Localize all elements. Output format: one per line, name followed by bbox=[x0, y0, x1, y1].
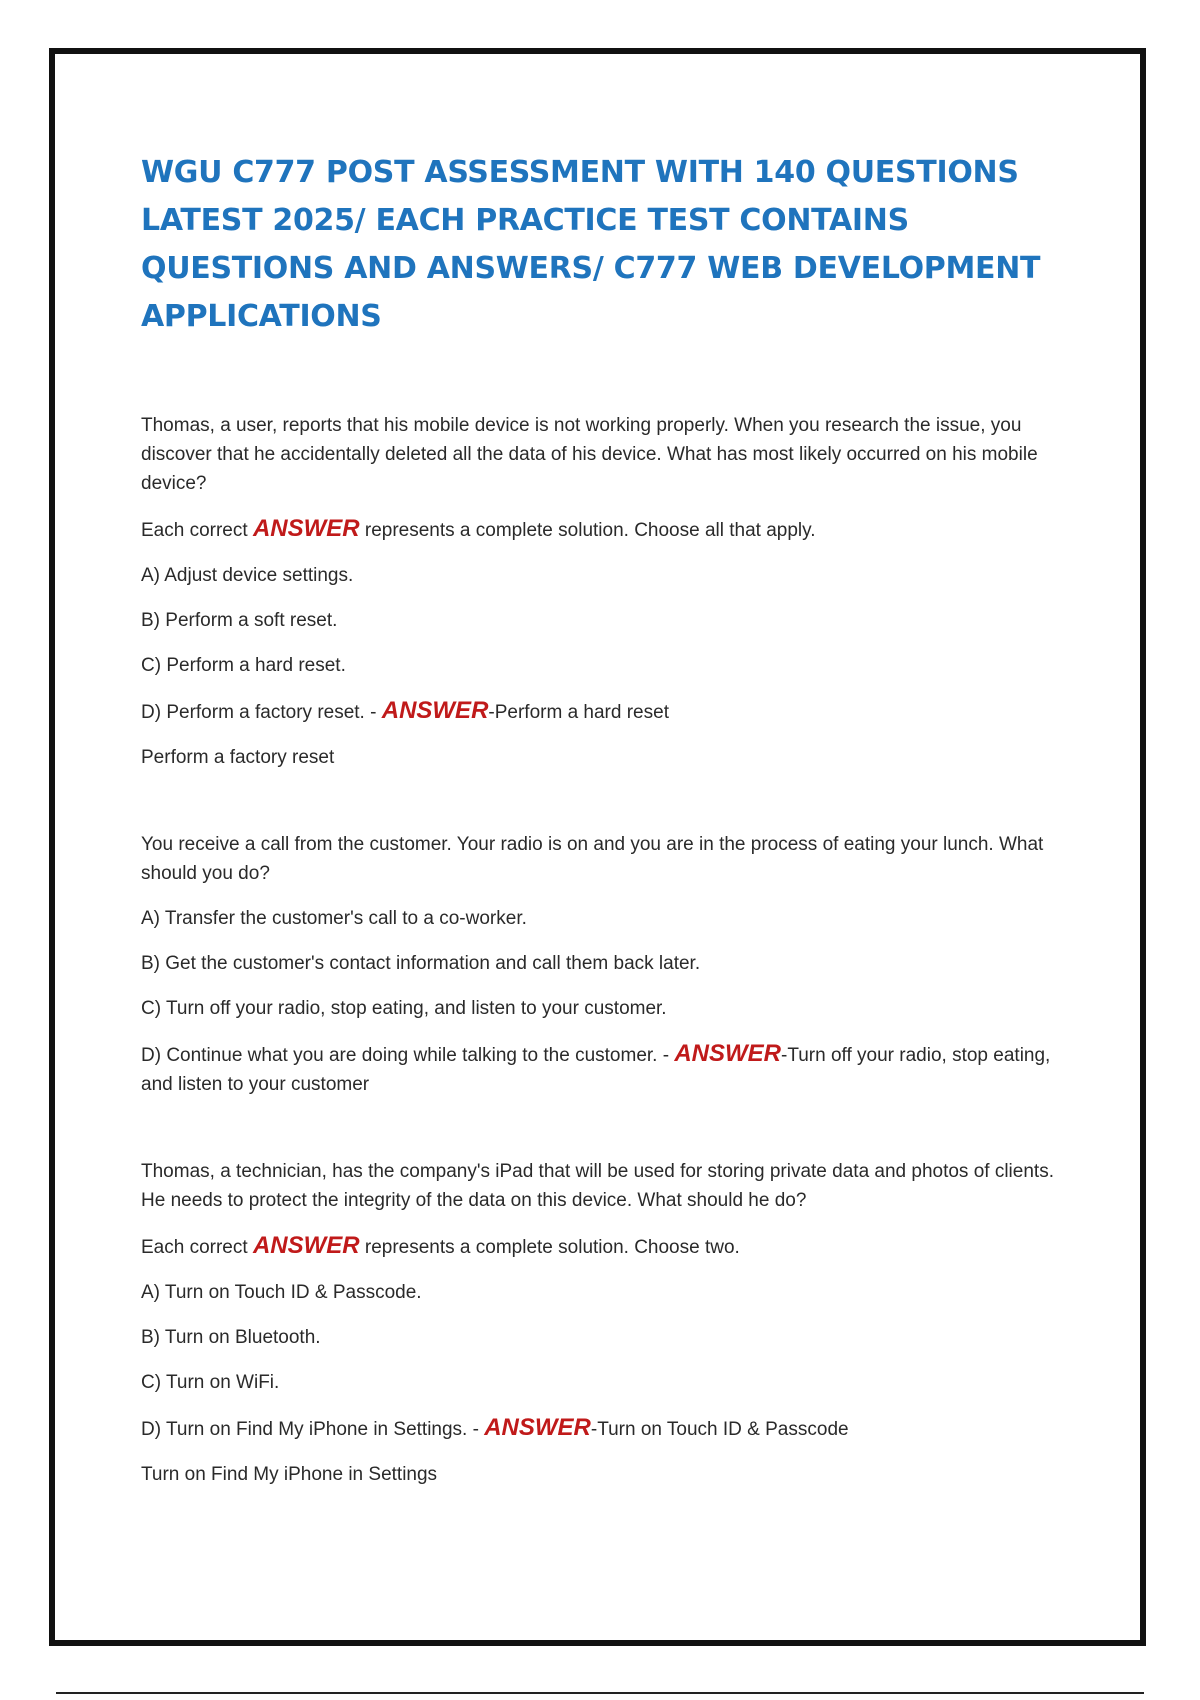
question-2-option-b: B) Get the customer's contact information and call them back later. bbox=[141, 953, 701, 974]
question-1-note bbox=[141, 514, 1071, 545]
note-suffix: represents a complete solution. Choose two. bbox=[359, 1237, 740, 1258]
option-d-text: D) Continue what you are doing while talking to the customer. - bbox=[141, 1045, 675, 1066]
question-3-note bbox=[141, 1231, 1071, 1262]
question-2-option-c: C) Turn off your radio, stop eating, and listen to your customer. bbox=[141, 998, 667, 1019]
answer-keyword: ANSWER bbox=[252, 1232, 360, 1259]
question-1-text: Thomas, a user, reports that his mobile device is not working properly. When you research the issue, you discover that he accidentally deleted all the data of his device. What has most likely occurred on his mobile device? bbox=[141, 415, 1038, 494]
answer-keyword: ANSWER bbox=[674, 1040, 782, 1067]
question-3-option-d bbox=[141, 1413, 1071, 1444]
question-3-text: Thomas, a technician, has the company's iPad that will be used for storing private data and photos of clients. He needs to protect the integrity of the data on this device. What should he do? bbox=[141, 1161, 1054, 1211]
option-d-text: D) Perform a factory reset. - bbox=[141, 702, 382, 723]
section-spacer bbox=[141, 1099, 1071, 1157]
note-suffix: represents a complete solution. Choose all that apply. bbox=[359, 520, 816, 541]
answer-keyword: ANSWER bbox=[252, 515, 360, 542]
question-block-3 bbox=[141, 1157, 1071, 1489]
page-border bbox=[49, 48, 1146, 1646]
question-3-answer-extra: Turn on Find My iPhone in Settings bbox=[141, 1464, 438, 1485]
question-1-option-d bbox=[141, 696, 1071, 727]
document-title: WGU C777 POST ASSESSMENT WITH 140 QUESTIONS LATEST 2025/ EACH PRACTICE TEST CONTAINS QUESTIONS AND ANSWERS/ C777 WEB DEVELOPMENT APPLICATIONS bbox=[141, 155, 1041, 334]
question-block-2 bbox=[141, 830, 1071, 1099]
question-2-option-a: A) Transfer the customer's call to a co-worker. bbox=[141, 908, 527, 929]
answer-keyword: ANSWER bbox=[484, 1414, 591, 1441]
note-prefix: Each correct bbox=[141, 1237, 253, 1258]
question-3-option-b: B) Turn on Bluetooth. bbox=[141, 1327, 321, 1348]
section-spacer bbox=[141, 772, 1071, 830]
question-block-1 bbox=[141, 411, 1071, 772]
question-2-option-d bbox=[141, 1039, 1071, 1099]
question-3-option-a: A) Turn on Touch ID & Passcode. bbox=[141, 1282, 422, 1303]
answer-keyword: ANSWER bbox=[381, 697, 489, 724]
answer-text: -Turn on Touch ID & Passcode bbox=[590, 1419, 849, 1440]
question-1-answer-extra: Perform a factory reset bbox=[141, 747, 335, 768]
option-d-text: D) Turn on Find My iPhone in Settings. - bbox=[141, 1419, 485, 1440]
question-2-text: You receive a call from the customer. Your radio is on and you are in the process of eating your lunch. What should you do? bbox=[141, 834, 1044, 884]
question-3-option-c: C) Turn on WiFi. bbox=[141, 1372, 280, 1393]
document-content bbox=[141, 149, 1071, 1489]
answer-text: -Perform a hard reset bbox=[488, 702, 669, 723]
question-1-option-a: A) Adjust device settings. bbox=[141, 565, 354, 586]
note-prefix: Each correct bbox=[141, 520, 253, 541]
answer-text: -Turn off your radio, stop eating, and listen to your customer bbox=[141, 1045, 1051, 1095]
question-1-option-b: B) Perform a soft reset. bbox=[141, 610, 338, 631]
page-divider bbox=[56, 1692, 1144, 1694]
question-1-option-c: C) Perform a hard reset. bbox=[141, 655, 346, 676]
